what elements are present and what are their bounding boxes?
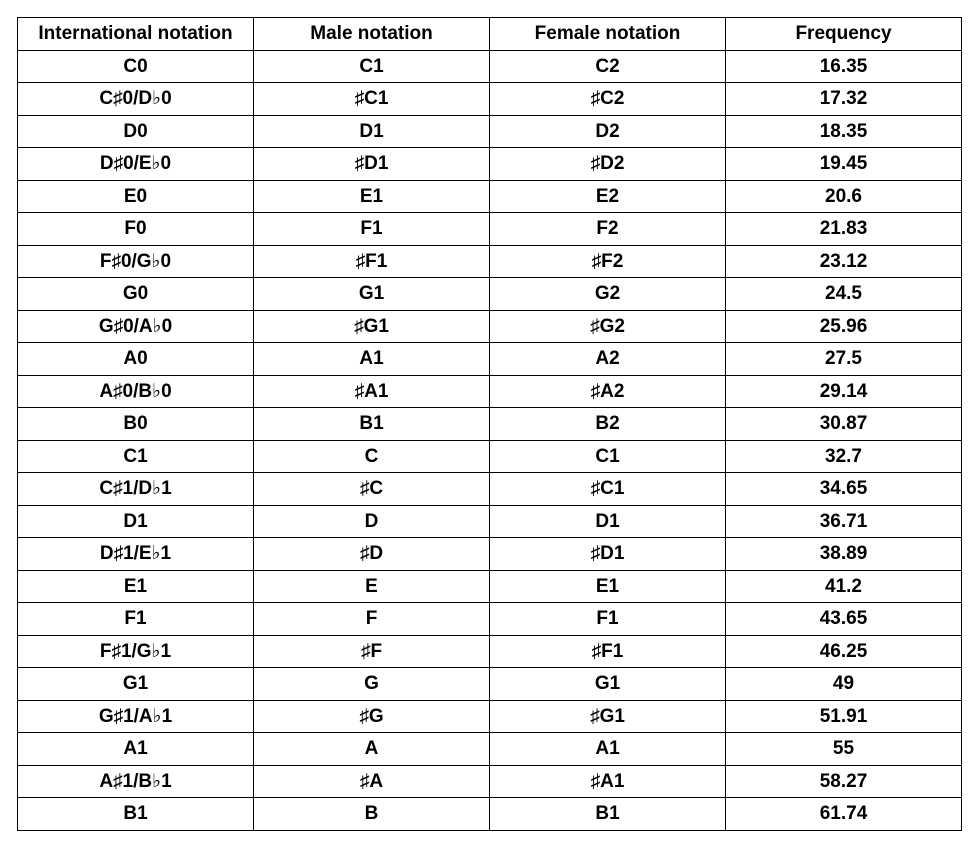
international-notation-cell: G♯1/A♭1 [18,700,254,733]
male-notation-cell: F1 [254,213,490,246]
table-row [18,505,962,538]
frequency-cell: 46.25 [726,635,962,668]
male-notation-cell: G1 [254,278,490,311]
international-notation-cell: D♯1/E♭1 [18,538,254,571]
table-row [18,700,962,733]
male-notation-cell: ♯G [254,700,490,733]
international-notation-cell: F♯1/G♭1 [18,635,254,668]
frequency-cell: 61.74 [726,798,962,831]
frequency-cell: 49 [726,668,962,701]
header-international-notation: International notation [18,18,254,51]
international-notation-cell: G♯0/A♭0 [18,310,254,343]
female-notation-cell: ♯C2 [490,83,726,116]
female-notation-cell: ♯F2 [490,245,726,278]
frequency-cell: 43.65 [726,603,962,636]
male-notation-cell: ♯F [254,635,490,668]
female-notation-cell: A2 [490,343,726,376]
male-notation-cell: ♯G1 [254,310,490,343]
male-notation-cell: C1 [254,50,490,83]
table-body [18,50,962,830]
female-notation-cell: ♯G2 [490,310,726,343]
international-notation-cell: F♯0/G♭0 [18,245,254,278]
frequency-cell: 24.5 [726,278,962,311]
female-notation-cell: ♯A1 [490,765,726,798]
table-row [18,538,962,571]
frequency-cell: 20.6 [726,180,962,213]
female-notation-cell: B2 [490,408,726,441]
frequency-cell: 17.32 [726,83,962,116]
table-row [18,245,962,278]
female-notation-cell: A1 [490,733,726,766]
male-notation-cell: F [254,603,490,636]
frequency-cell: 16.35 [726,50,962,83]
female-notation-cell: D1 [490,505,726,538]
female-notation-cell: F2 [490,213,726,246]
male-notation-cell: ♯D1 [254,148,490,181]
international-notation-cell: E1 [18,570,254,603]
female-notation-cell: F1 [490,603,726,636]
international-notation-cell: C♯0/D♭0 [18,83,254,116]
table-row [18,115,962,148]
international-notation-cell: B1 [18,798,254,831]
frequency-cell: 29.14 [726,375,962,408]
female-notation-cell: G2 [490,278,726,311]
table-row [18,278,962,311]
frequency-cell: 41.2 [726,570,962,603]
male-notation-cell: E1 [254,180,490,213]
frequency-cell: 18.35 [726,115,962,148]
international-notation-cell: B0 [18,408,254,441]
frequency-cell: 23.12 [726,245,962,278]
male-notation-cell: G [254,668,490,701]
table-row [18,408,962,441]
frequency-cell: 58.27 [726,765,962,798]
female-notation-cell: ♯A2 [490,375,726,408]
female-notation-cell: D2 [490,115,726,148]
male-notation-cell: ♯A1 [254,375,490,408]
male-notation-cell: C [254,440,490,473]
table-row [18,180,962,213]
female-notation-cell: ♯C1 [490,473,726,506]
table-row [18,603,962,636]
frequency-cell: 19.45 [726,148,962,181]
male-notation-cell: ♯C1 [254,83,490,116]
male-notation-cell: ♯A [254,765,490,798]
frequency-cell: 38.89 [726,538,962,571]
international-notation-cell: E0 [18,180,254,213]
female-notation-cell: E2 [490,180,726,213]
female-notation-cell: C2 [490,50,726,83]
table-row [18,765,962,798]
male-notation-cell: D [254,505,490,538]
international-notation-cell: C♯1/D♭1 [18,473,254,506]
table-header [18,18,962,51]
international-notation-cell: A0 [18,343,254,376]
frequency-cell: 34.65 [726,473,962,506]
table-row [18,668,962,701]
frequency-cell: 51.91 [726,700,962,733]
female-notation-cell: ♯G1 [490,700,726,733]
international-notation-cell: A♯0/B♭0 [18,375,254,408]
male-notation-cell: ♯D [254,538,490,571]
male-notation-cell: A [254,733,490,766]
frequency-cell: 25.96 [726,310,962,343]
table-row [18,50,962,83]
international-notation-cell: A1 [18,733,254,766]
table-row [18,148,962,181]
international-notation-cell: D1 [18,505,254,538]
international-notation-cell: D♯0/E♭0 [18,148,254,181]
table-row [18,83,962,116]
table-row [18,635,962,668]
international-notation-cell: G1 [18,668,254,701]
notation-frequency-table [17,17,962,831]
male-notation-cell: ♯F1 [254,245,490,278]
international-notation-cell: F1 [18,603,254,636]
table-row [18,733,962,766]
table-row [18,375,962,408]
female-notation-cell: C1 [490,440,726,473]
frequency-cell: 55 [726,733,962,766]
header-row [18,18,962,51]
header-female-notation: Female notation [490,18,726,51]
international-notation-cell: C0 [18,50,254,83]
frequency-cell: 32.7 [726,440,962,473]
table-row [18,310,962,343]
frequency-cell: 21.83 [726,213,962,246]
table-row [18,798,962,831]
international-notation-cell: G0 [18,278,254,311]
frequency-cell: 30.87 [726,408,962,441]
international-notation-cell: F0 [18,213,254,246]
frequency-cell: 27.5 [726,343,962,376]
international-notation-cell: A♯1/B♭1 [18,765,254,798]
header-frequency: Frequency [726,18,962,51]
female-notation-cell: ♯F1 [490,635,726,668]
female-notation-cell: G1 [490,668,726,701]
male-notation-cell: B1 [254,408,490,441]
female-notation-cell: ♯D2 [490,148,726,181]
international-notation-cell: D0 [18,115,254,148]
male-notation-cell: E [254,570,490,603]
male-notation-cell: D1 [254,115,490,148]
header-male-notation: Male notation [254,18,490,51]
international-notation-cell: C1 [18,440,254,473]
female-notation-cell: B1 [490,798,726,831]
male-notation-cell: B [254,798,490,831]
table-row [18,570,962,603]
table-row [18,343,962,376]
table-row [18,213,962,246]
female-notation-cell: ♯D1 [490,538,726,571]
table-row [18,473,962,506]
male-notation-cell: ♯C [254,473,490,506]
male-notation-cell: A1 [254,343,490,376]
table-row [18,440,962,473]
frequency-cell: 36.71 [726,505,962,538]
female-notation-cell: E1 [490,570,726,603]
